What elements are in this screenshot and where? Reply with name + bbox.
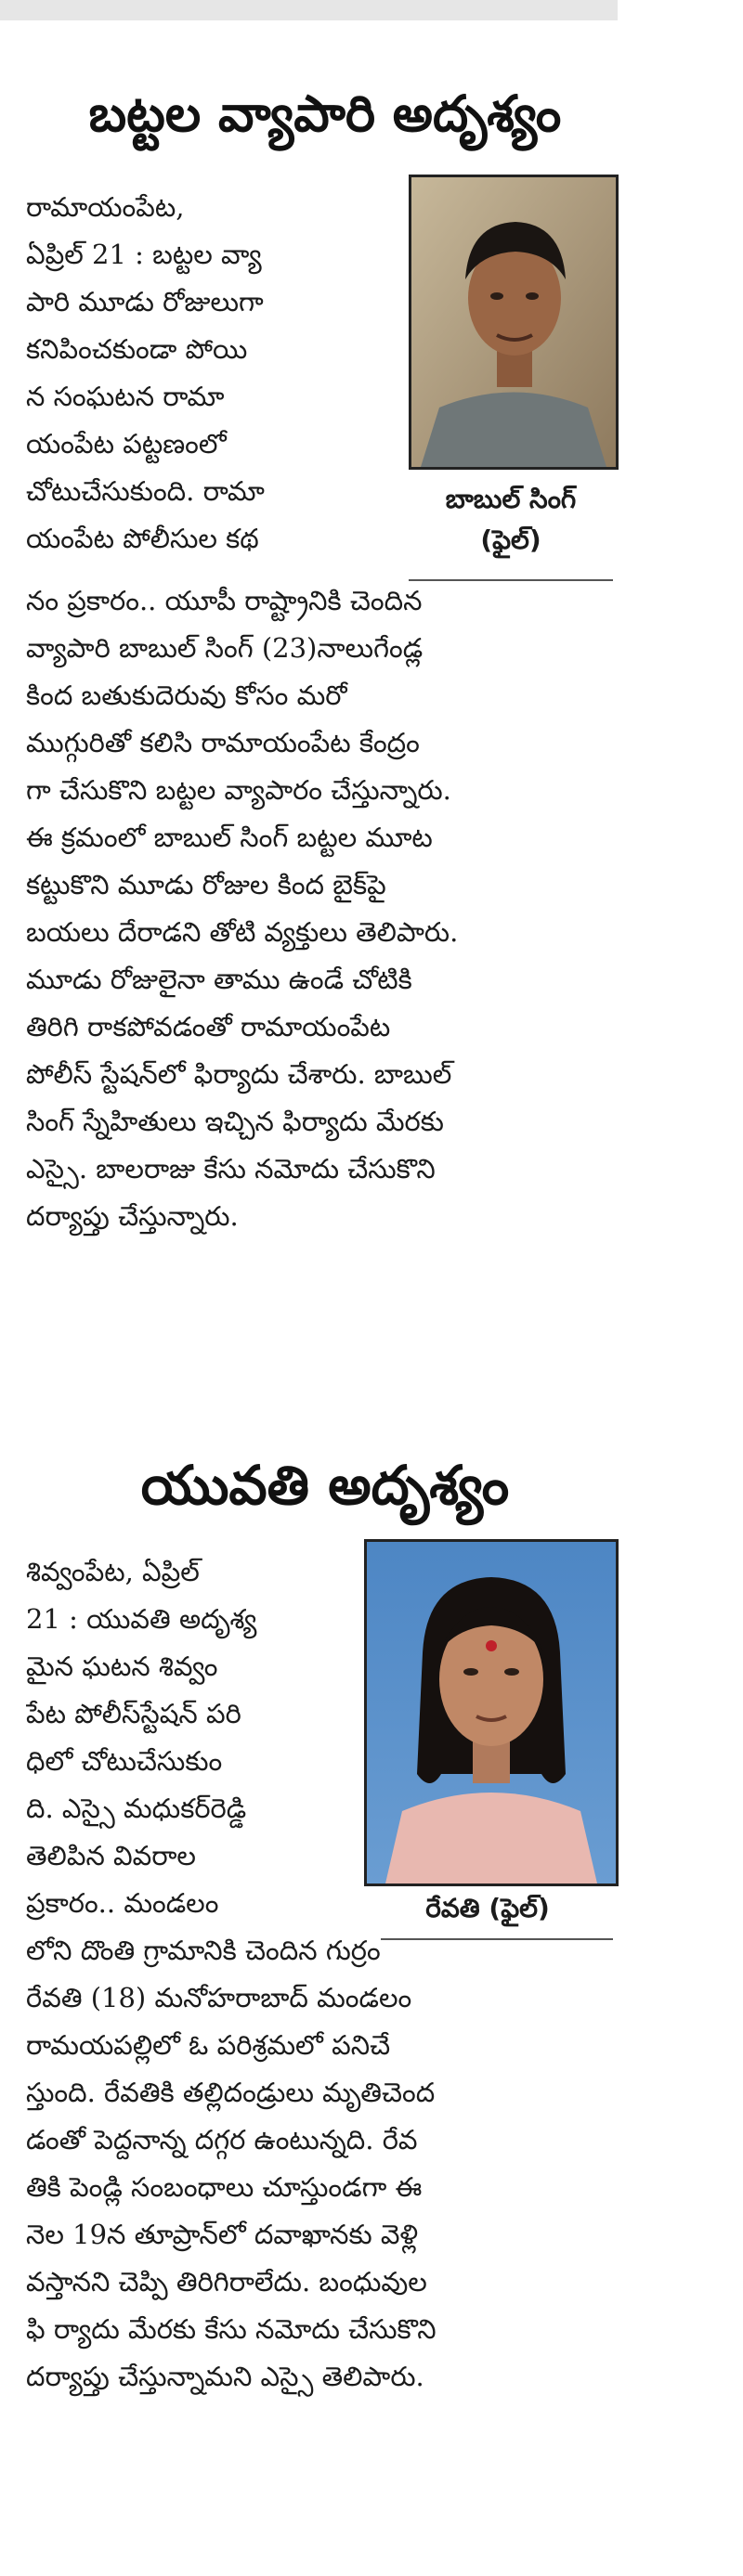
text-line: లోని దొంతి గ్రామానికి చెందిన గుర్రం xyxy=(26,1935,381,1966)
headline-cloth-trader-missing: బట్టల వ్యాపారి అదృశ్యం xyxy=(88,84,562,143)
text-line: తికి పెండ్లి సంబంధాలు చూస్తుండగా ఈ xyxy=(26,2171,423,2203)
text-line: ముగ్గురితో కలిసి రామాయంపేట కేంద్రం xyxy=(26,727,420,758)
text-line: న సంఘటన రామా xyxy=(26,381,225,412)
text-line: సింగ్ స్నేహితులు ఇచ్చిన ఫిర్యాదు మేరకు xyxy=(26,1106,444,1137)
text-line: పోలీస్ స్టేషన్‌లో ఫిర్యాదు చేశారు. బాబుల్ xyxy=(26,1058,452,1090)
caption-name: బాబుల్ సింగ్ xyxy=(445,484,577,514)
caption-revathi: రేవతి (ఫైల్) xyxy=(425,1893,550,1923)
text-line: రేవతి (18) మనోహరాబాద్ మండలం xyxy=(26,1982,412,2013)
caption-babul-singh xyxy=(390,479,632,561)
photo-revathi xyxy=(364,1539,619,1886)
text-line: వ్యాపారి బాబుల్ సింగ్ (23)నాలుగేండ్ల xyxy=(26,632,424,664)
woman-portrait-icon xyxy=(367,1542,616,1883)
article1-body-text xyxy=(26,577,630,1240)
text-line: డంతో పెద్దనాన్న దగ్గర ఉంటున్నది. రేవ xyxy=(26,2124,418,2155)
text-line: ది. ఎస్సై మధుకర్‌రెడ్డి xyxy=(26,1793,247,1824)
man-portrait-icon xyxy=(411,177,616,467)
text-line: కట్టుకొని మూడు రోజుల కింద బైక్‌పై xyxy=(26,869,386,900)
article1-intro-text xyxy=(26,184,390,563)
text-line: రామయపల్లిలో ఓ పరిశ్రమలో పనిచే xyxy=(26,2029,391,2061)
text-line: 21 : యువతి అదృశ్య xyxy=(26,1603,257,1635)
text-line: మూడు రోజులైనా తాము ఉండే చోటికి xyxy=(26,964,412,995)
text-line: ఏప్రిల్ 21 : బట్టల వ్యా xyxy=(26,239,262,270)
text-line: స్తుంది. రేవతికి తల్లిదండ్రులు మృతిచెంద xyxy=(26,2077,436,2108)
caption-file-tag: (ఫైల్) xyxy=(480,524,541,555)
text-line: రామాయంపేట, xyxy=(26,191,185,223)
text-line: కనిపించకుండా పోయి xyxy=(26,333,248,365)
text-line: తిరిగి రాకపోవడంతో రామాయంపేట xyxy=(26,1011,391,1042)
text-line: శివ్వంపేట, ఏప్రిల్ xyxy=(26,1556,200,1587)
photo-babul-singh xyxy=(409,175,619,470)
text-line: మైన ఘటన శివ్వం xyxy=(26,1650,218,1682)
text-line: దర్యాప్తు చేస్తున్నారు. xyxy=(26,1200,239,1232)
text-line: ప్రకారం.. మండలం xyxy=(26,1887,219,1919)
text-line: యంపేట పట్టణంలో xyxy=(26,428,227,460)
article2-intro-text xyxy=(26,1548,351,1927)
text-line: గా చేసుకొని బట్టల వ్యాపారం చేస్తున్నారు. xyxy=(26,774,451,806)
headline-young-woman-missing: యువతి అదృశ్యం xyxy=(140,1454,510,1517)
text-line: కింద బతుకుదెరువు కోసం మరో xyxy=(26,680,347,711)
top-gray-bar xyxy=(0,0,618,20)
text-line: పారి మూడు రోజులుగా xyxy=(26,286,264,317)
text-line: నెల 19న తూప్రాన్‌లో దవాఖానకు వెళ్లి xyxy=(26,2219,419,2250)
text-line: పేట పోలీస్‌స్టేషన్ పరి xyxy=(26,1698,241,1729)
text-line: బయలు దేరాడని తోటి వ్యక్తులు తెలిపారు. xyxy=(26,916,459,948)
text-line: ఫి ర్యాదు మేరకు కేసు నమోదు చేసుకొని xyxy=(26,2313,437,2345)
text-line: ఎస్సై. బాలరాజు కేసు నమోదు చేసుకొని xyxy=(26,1153,436,1184)
text-line: తెలిపిన వివరాల xyxy=(26,1840,196,1871)
text-line: ఈ క్రమంలో బాబుల్ సింగ్ బట్టల మూట xyxy=(26,822,433,853)
text-line: వస్తానని చెప్పి తిరిగిరాలేదు. బంధువుల xyxy=(26,2266,427,2298)
text-line: దర్యాప్తు చేస్తున్నామని ఎస్సై తెలిపారు. xyxy=(26,2361,424,2392)
text-line: ధిలో చోటుచేసుకుం xyxy=(26,1745,223,1777)
text-line: నం ప్రకారం.. యూపీ రాష్ట్రానికి చెందిన xyxy=(26,585,423,616)
text-line: యంపేట పోలీసుల కథ xyxy=(26,523,259,554)
article2-body-text xyxy=(26,1927,630,2401)
text-line: చోటుచేసుకుంది. రామా xyxy=(26,475,265,507)
